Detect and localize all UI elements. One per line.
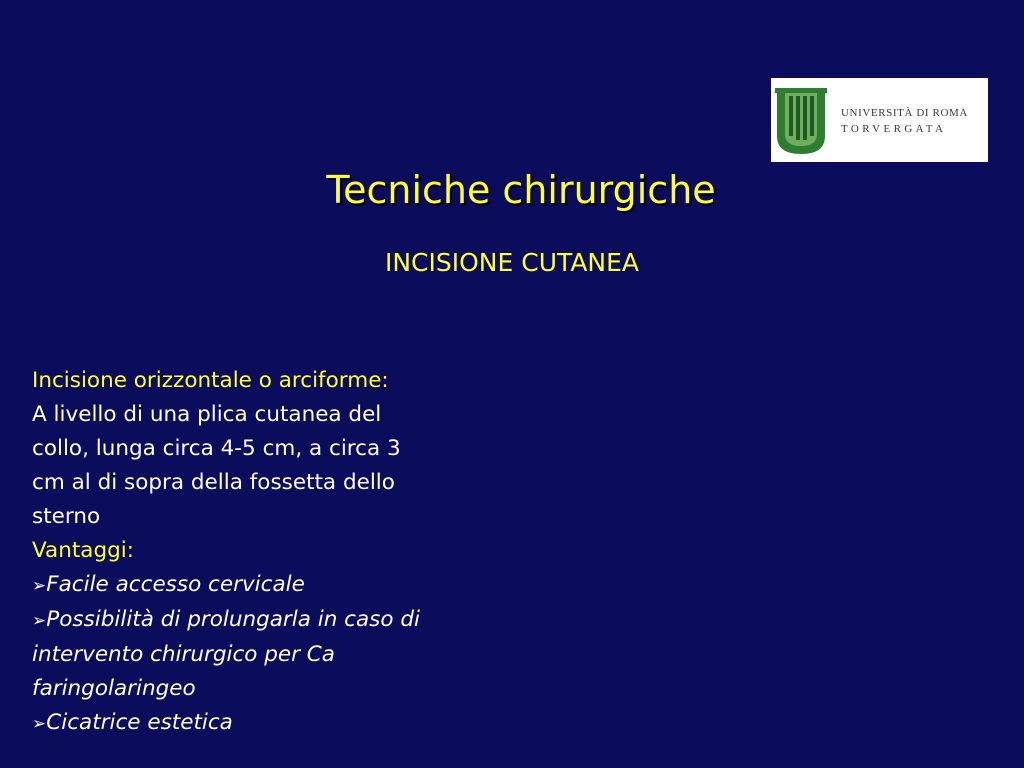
- bullet-text-continued: faringolaringeo: [32, 676, 196, 701]
- bullet-item: [32, 603, 522, 638]
- body-line: A livello di una plica cutanea del: [32, 402, 382, 427]
- bullet-text: Cicatrice estetica: [46, 710, 233, 735]
- slide-subtitle: INCISIONE CUTANEA: [384, 248, 640, 277]
- slide-title: Tecniche chirurgiche: [326, 168, 716, 212]
- bullet-text: Facile accesso cervicale: [46, 572, 305, 597]
- university-emblem-icon: [771, 78, 841, 162]
- arrow-bullet-icon: ➢: [32, 714, 47, 734]
- section-heading-incision: Incisione orizzontale o arciforme:: [32, 368, 389, 393]
- section-heading-advantages: Vantaggi:: [32, 538, 134, 563]
- bullet-text: Possibilità di prolungarla in caso di: [46, 607, 420, 632]
- body-line: sterno: [32, 504, 101, 529]
- body-line: collo, lunga circa 4-5 cm, a circa 3: [32, 436, 401, 461]
- bullet-text-continued: intervento chirurgico per Ca: [32, 642, 335, 667]
- arrow-bullet-icon: ➢: [32, 611, 47, 631]
- bullet-item: [32, 568, 522, 603]
- body-line: cm al di sopra della fossetta dello: [32, 470, 395, 495]
- university-logo: [771, 78, 988, 162]
- bullet-item: [32, 706, 522, 741]
- slide-body: [32, 364, 522, 741]
- logo-university-name: UNIVERSITÀ DI ROMA: [841, 107, 968, 119]
- logo-campus-name: TORVERGATA: [841, 123, 947, 135]
- arrow-bullet-icon: ➢: [32, 576, 47, 596]
